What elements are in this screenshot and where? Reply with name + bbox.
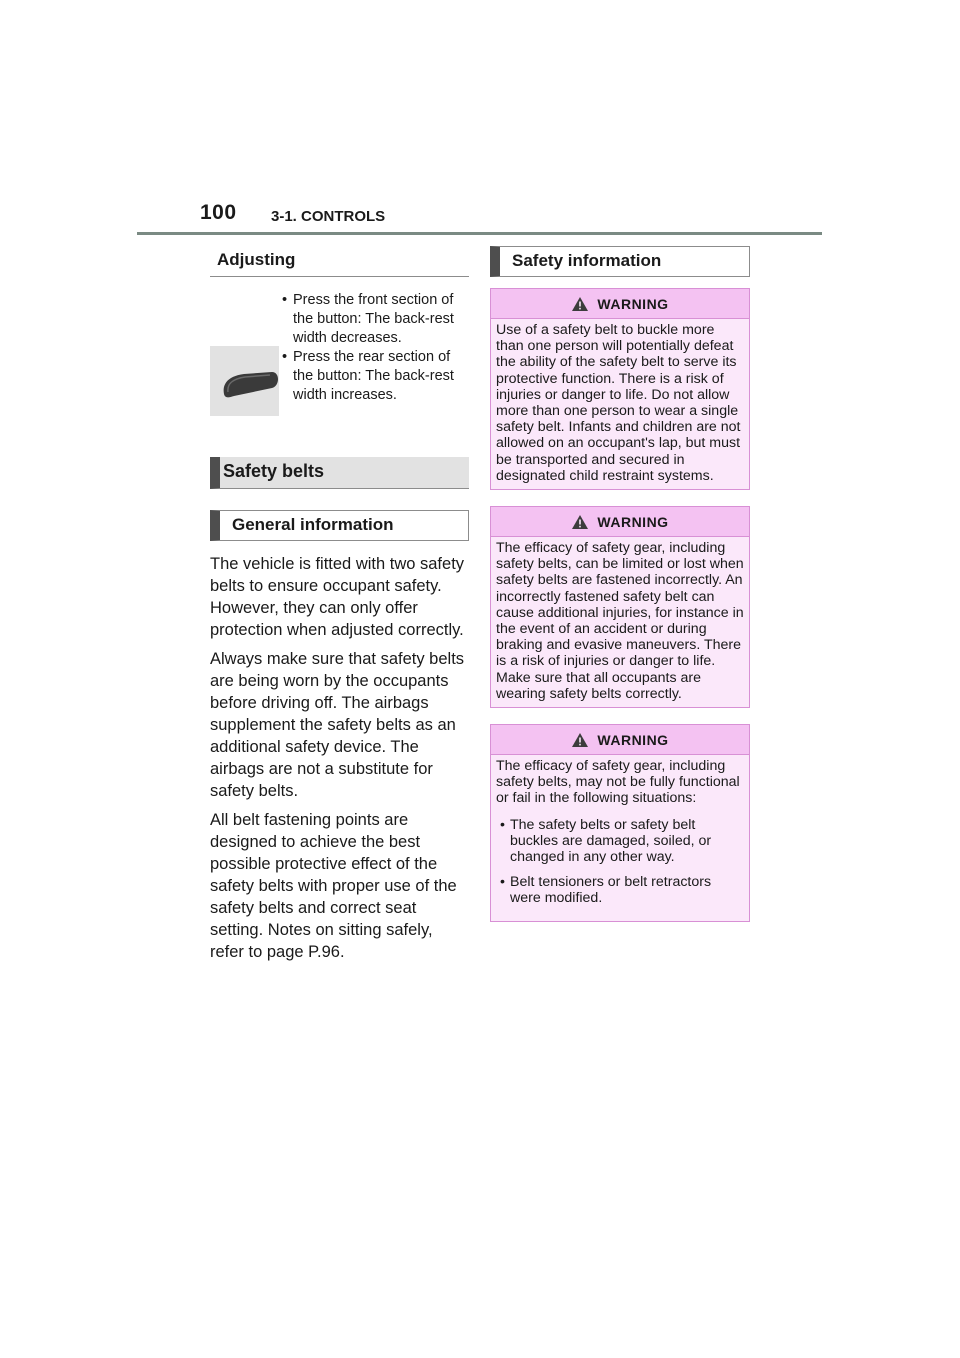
warning-header	[491, 725, 749, 755]
paragraph: Always make sure that safety belts are being worn by the occupants before driving off. The airbags supplement the safety belts as an additional safety device. The airbags are not a substitute for safety belts.	[210, 650, 465, 800]
left-column	[210, 246, 469, 963]
list-item: • Press the rear section of the button: The back-rest width increases.	[282, 348, 472, 405]
general-information-heading: General information	[210, 510, 469, 541]
adjusting-list	[282, 291, 472, 405]
list-item: • The safety belts or safety belt buckles are damaged, soiled, or changed in any other way.	[496, 817, 744, 866]
list-item: • Belt tensioners or belt retractors were modified.	[496, 874, 744, 906]
warning-label: WARNING	[597, 513, 669, 530]
warning-text: The efficacy of safety gear, including safety belts, can be limited or lost when safety belts are fastened incorrectly. An incorrectly fastened safety belt can cause additional injuries, for instance in the event of an accident or during braking and evasive maneuvers. There is a risk of injuries or danger to life. Make sure that all occupants are wearing safety belts correctly.	[496, 540, 744, 702]
warning-text: Use of a safety belt to buckle more than one person will potentially defeat the ability of the safety belt to serve its protective function. There is a risk of injuries or danger to life. Do not allow more than one person to wear a single safety belt. Infants and children are not allowed on an occupant's lap, but must be transported and secured in designated child restraint systems.	[496, 322, 741, 484]
warning-text: The efficacy of safety gear, including safety belts, may not be fully functional or fail in the following situations:	[496, 758, 740, 807]
warning-box	[490, 506, 750, 708]
right-column	[490, 246, 750, 922]
warning-list	[496, 817, 744, 907]
warning-label: WARNING	[597, 295, 669, 312]
warning-header	[491, 289, 749, 319]
paragraph: All belt fastening points are designed to achieve the best possible protective effect of the safety belts with proper use of the safety belts and correct seat setting. Notes on sitting safely, refer to page P.96.	[210, 811, 457, 961]
paragraph: The vehicle is fitted with two safety belts to ensure occupant safety. However, they can only offer protection when adjusted correctly.	[210, 555, 465, 639]
safety-information-heading: Safety information	[490, 246, 750, 277]
adjusting-heading: Adjusting	[210, 246, 469, 277]
warning-label: WARNING	[597, 731, 669, 748]
warning-triangle-icon	[571, 514, 589, 530]
warning-triangle-icon	[571, 296, 589, 312]
safety-belts-heading: Safety belts	[210, 457, 469, 489]
warning-box	[490, 724, 750, 922]
chapter-title: 3-1. CONTROLS	[271, 208, 386, 225]
warning-box	[490, 288, 750, 490]
warning-triangle-icon	[571, 732, 589, 748]
warning-header	[491, 507, 749, 537]
page-number: 100	[200, 201, 237, 224]
backrest-width-button-image	[210, 346, 279, 416]
adjusting-content	[210, 281, 469, 401]
list-item: • Press the front section of the button: The back-rest width decreases.	[282, 291, 472, 348]
header-rule	[137, 232, 822, 235]
